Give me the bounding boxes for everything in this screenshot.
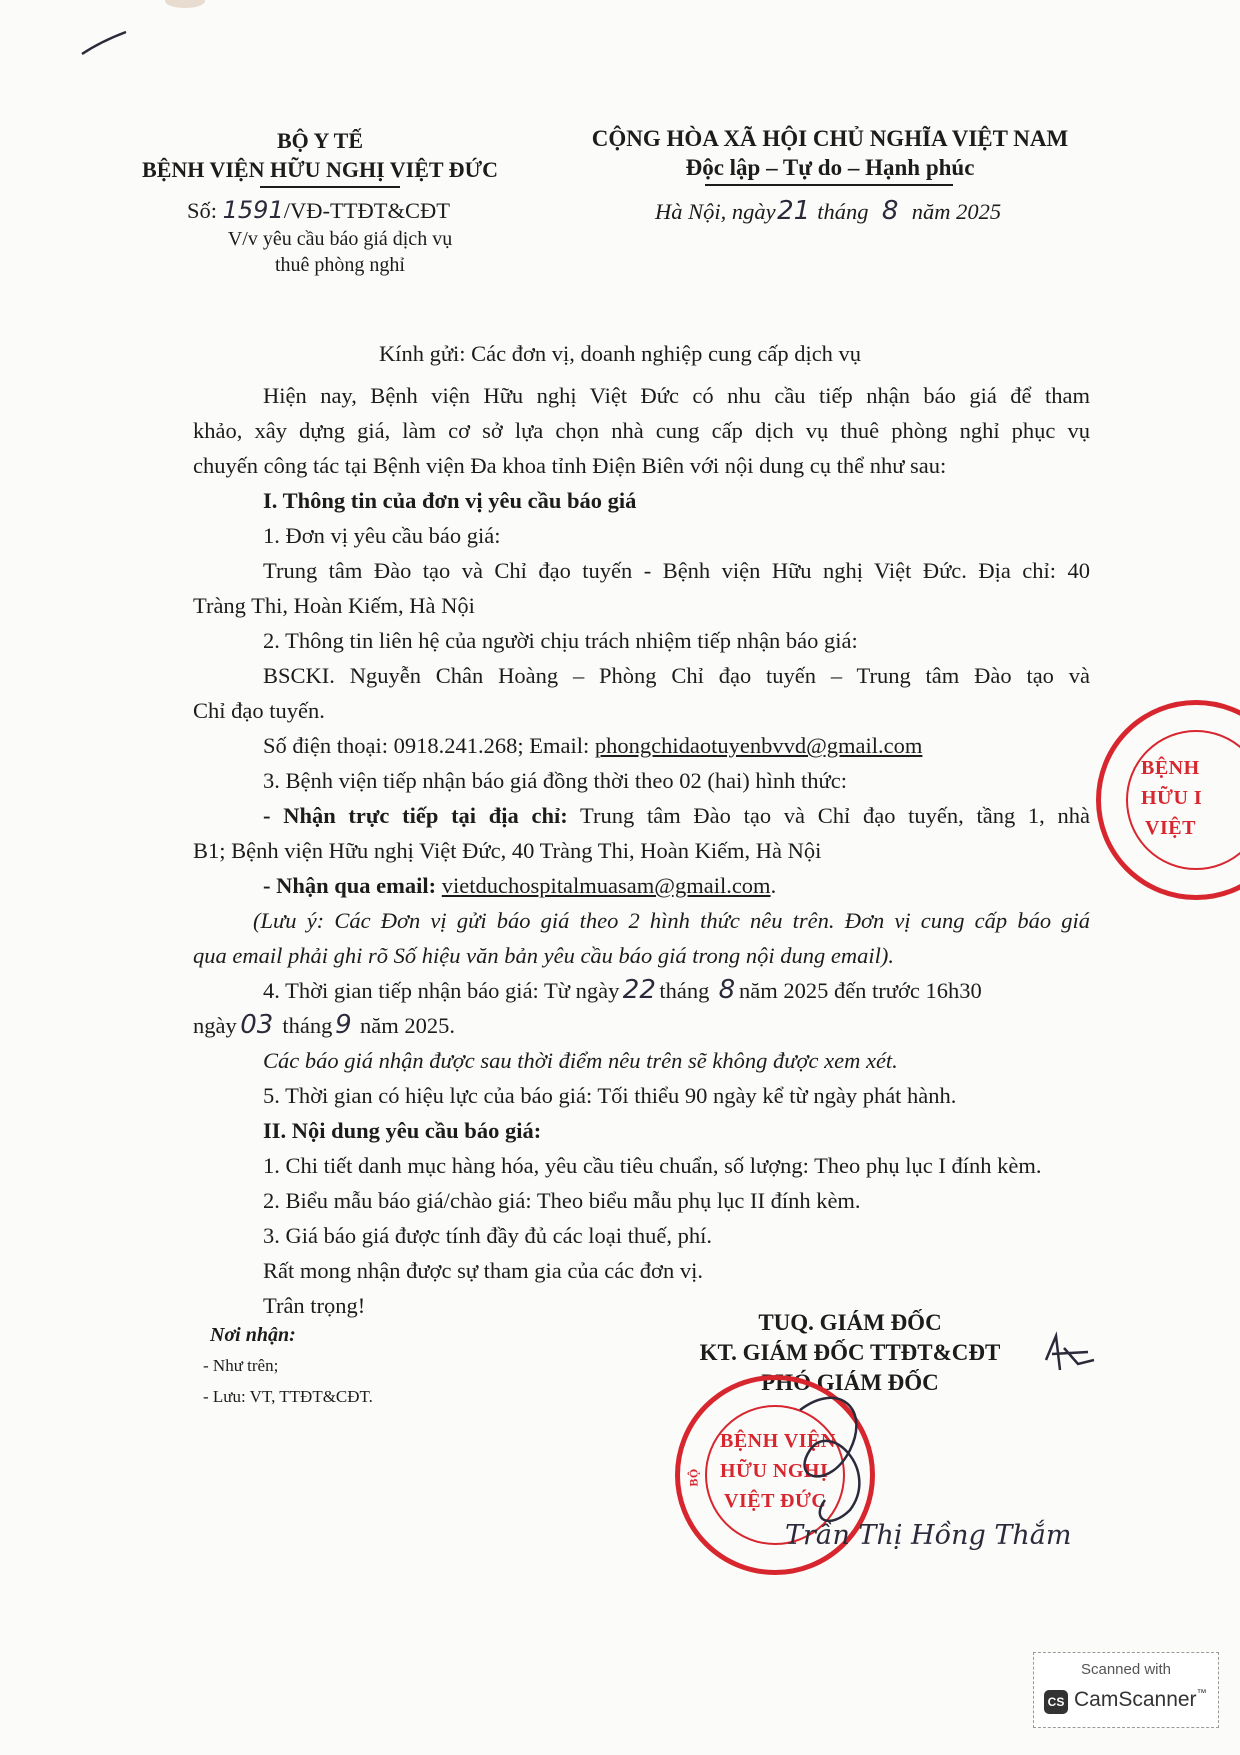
receipt-month-1: 8 [718, 975, 736, 1005]
direct-receive-label: - Nhận trực tiếp tại địa chỉ: [263, 803, 568, 828]
partial-stamp-text-2: HỮU I [1141, 787, 1203, 809]
camscanner-logo-text: CS [1047, 1695, 1065, 1709]
contact-line-1: BSCKI. Nguyễn Chân Hoàng – Phòng Chỉ đạo tuyến – Trung tâm Đào tạo và [263, 663, 1090, 688]
signature-line-3: PHÓ GIÁM ĐỐC [761, 1370, 939, 1395]
section-1-item-5: 5. Thời gian có hiệu lực của báo giá: Tối thiểu 90 ngày kể từ ngày phát hành. [263, 1083, 957, 1108]
closing-line-2: Trân trọng! [263, 1293, 366, 1318]
closing-line-1: Rất mong nhận được sự tham gia của các đơn vị. [263, 1258, 703, 1283]
direct-receive-line-2: B1; Bệnh viện Hữu nghị Việt Đức, 40 Tràng Thi, Hoàn Kiếm, Hà Nội [193, 838, 822, 863]
date-year: năm 2025 [911, 199, 1002, 224]
corner-smudge [165, 0, 205, 8]
date-prefix: Hà Nội, ngày [655, 199, 776, 224]
stamp-text-2: HỮU NGHỊ [720, 1460, 829, 1482]
partial-stamp-text-3: VIỆT [1145, 817, 1196, 839]
receipt-time-prefix: 4. Thời gian tiếp nhận báo giá: Từ ngày [263, 978, 620, 1003]
ministry-name: BỘ Y TẾ [277, 128, 363, 153]
section-1-item-2: 2. Thông tin liên hệ của người chịu trách nhiệm tiếp nhận báo giá: [263, 628, 858, 653]
unit-line-1: Trung tâm Đào tạo và Chỉ đạo tuyến - Bệnh viện Hữu nghị Việt Đức. Địa chỉ: 40 [263, 558, 1090, 583]
camscanner-brand-text: CamScanner [1074, 1688, 1197, 1711]
corner-pen-mark [80, 28, 130, 58]
section-2-title: II. Nội dung yêu cầu báo giá: [263, 1118, 542, 1143]
receipt-time-line-2 [193, 1008, 455, 1043]
place-date [655, 196, 1001, 226]
section-2-item-3: 3. Giá báo giá được tính đầy đủ các loại thuế, phí. [263, 1223, 712, 1248]
section-1-item-1: 1. Đơn vị yêu cầu báo giá: [263, 523, 501, 548]
initials-mark [1038, 1330, 1098, 1380]
section-2-item-1: 1. Chi tiết danh mục hàng hóa, yêu cầu tiêu chuẩn, số lượng: Theo phụ lục I đính kèm. [263, 1153, 1042, 1178]
intro-line-2: khảo, xây dựng giá, làm cơ sở lựa chọn nhà cung cấp dịch vụ thuê phòng nghỉ phục vụ [193, 418, 1090, 443]
intro-line-3: chuyến công tác tại Bệnh viện Đa khoa tỉnh Điện Biên với nội dung cụ thể như sau: [193, 453, 947, 478]
section-2-item-2: 2. Biểu mẫu báo giá/chào giá: Theo biểu mẫu phụ lục II đính kèm. [263, 1188, 861, 1213]
date-month: 8 [881, 196, 899, 226]
receipt-time-rest: năm 2025 đến trước 16h30 [738, 978, 982, 1003]
signer-name: Trần Thị Hồng Thắm [785, 1520, 1072, 1551]
subject-line-2: thuê phòng nghỉ [275, 254, 405, 276]
recipients-item-2: - Lưu: VT, TTĐT&CĐT. [203, 1387, 373, 1406]
stamp-side-prefix: BỘ [686, 1468, 701, 1487]
section-1-title: I. Thông tin của đơn vị yêu cầu báo giá [263, 488, 637, 513]
stamp-text-3: VIỆT ĐỨC [724, 1490, 827, 1512]
unit-line-2: Tràng Thi, Hoàn Kiếm, Hà Nội [193, 593, 475, 618]
intro-line-1: Hiện nay, Bệnh viện Hữu nghị Việt Đức có nhu cầu tiếp nhận báo giá để tham [263, 383, 1090, 408]
stamp-text-1: BỆNH VIỆN [720, 1430, 836, 1452]
hospital-underline [260, 186, 400, 188]
camscanner-badge [1033, 1652, 1219, 1728]
email-link-1[interactable]: phongchidaotuyenbvvd@gmail.com [594, 733, 923, 758]
number-prefix: Số: [187, 198, 218, 223]
phone-email-line [263, 728, 922, 763]
receipt-month-2: 9 [335, 1010, 352, 1040]
note-line-1: (Lưu ý: Các Đơn vị gửi báo giá theo 2 hình thức nêu trên. Đơn vị cung cấp báo giá [253, 908, 1090, 933]
subject-line-1: V/v yêu cầu báo giá dịch vụ [227, 228, 453, 250]
receipt-month-label-2: tháng [282, 1013, 333, 1038]
date-month-label: tháng [817, 199, 869, 224]
camscanner-logo-icon [1044, 1690, 1068, 1714]
partial-stamp-text-1: BỆNH [1141, 757, 1200, 779]
signature-line-2: KT. GIÁM ĐỐC TTĐT&CĐT [699, 1340, 1001, 1365]
camscanner-tm: ™ [1196, 1688, 1207, 1699]
receipt-day-prefix: ngày [193, 1013, 237, 1038]
late-note: Các báo giá nhận được sau thời điểm nêu trên sẽ không được xem xét. [263, 1048, 898, 1073]
recipients-item-1: - Như trên; [203, 1356, 279, 1375]
number-handwritten: 1591 [222, 196, 284, 224]
email-receive-label: - Nhận qua email: [263, 873, 437, 898]
receipt-day-1: 22 [622, 975, 656, 1005]
signature-line-1: TUQ. GIÁM ĐỐC [758, 1310, 942, 1335]
motto: Độc lập – Tự do – Hạnh phúc [685, 155, 975, 180]
phone-email-prefix: Số điện thoại: 0918.241.268; Email: [263, 733, 595, 758]
camscanner-brand [1074, 1688, 1207, 1712]
recipients-title: Nơi nhận: [210, 1324, 296, 1346]
email-receive-line [263, 868, 776, 903]
direct-receive-line [263, 798, 1090, 833]
number-suffix: /VĐ-TTĐT&CĐT [283, 198, 450, 223]
section-1-item-3: 3. Bệnh viện tiếp nhận báo giá đồng thời theo 02 (hai) hình thức: [263, 768, 847, 793]
receipt-month-label-1: tháng [659, 978, 710, 1003]
greeting: Kính gửi: Các đơn vị, doanh nghiệp cung cấp dịch vụ [378, 341, 862, 366]
date-day: 21 [777, 196, 811, 226]
hospital-name: BỆNH VIỆN HỮU NGHỊ VIỆT ĐỨC [142, 157, 498, 182]
document-number [187, 196, 450, 224]
receipt-day-2: 03 [240, 1010, 274, 1040]
signature-scribble [770, 1380, 890, 1540]
motto-underline [705, 184, 953, 186]
partial-stamp [1096, 700, 1240, 900]
email-after: . [770, 873, 777, 898]
republic-name: CỘNG HÒA XÃ HỘI CHỦ NGHĨA VIỆT NAM [591, 126, 1069, 151]
note-line-2: qua email phải ghi rõ Số hiệu văn bản yêu cầu báo giá trong nội dung email). [193, 943, 894, 968]
contact-line-2: Chỉ đạo tuyến. [193, 698, 325, 723]
receipt-time-rest-2: năm 2025. [360, 1013, 455, 1038]
scanned-with-caption: Scanned with [1080, 1661, 1172, 1678]
email-link-2[interactable]: vietduchospitalmuasam@gmail.com [441, 873, 771, 898]
receipt-time-line-1 [263, 973, 982, 1008]
direct-receive-text: Trung tâm Đào tạo và Chỉ đạo tuyến, tầng 1, nhà [567, 803, 1091, 828]
